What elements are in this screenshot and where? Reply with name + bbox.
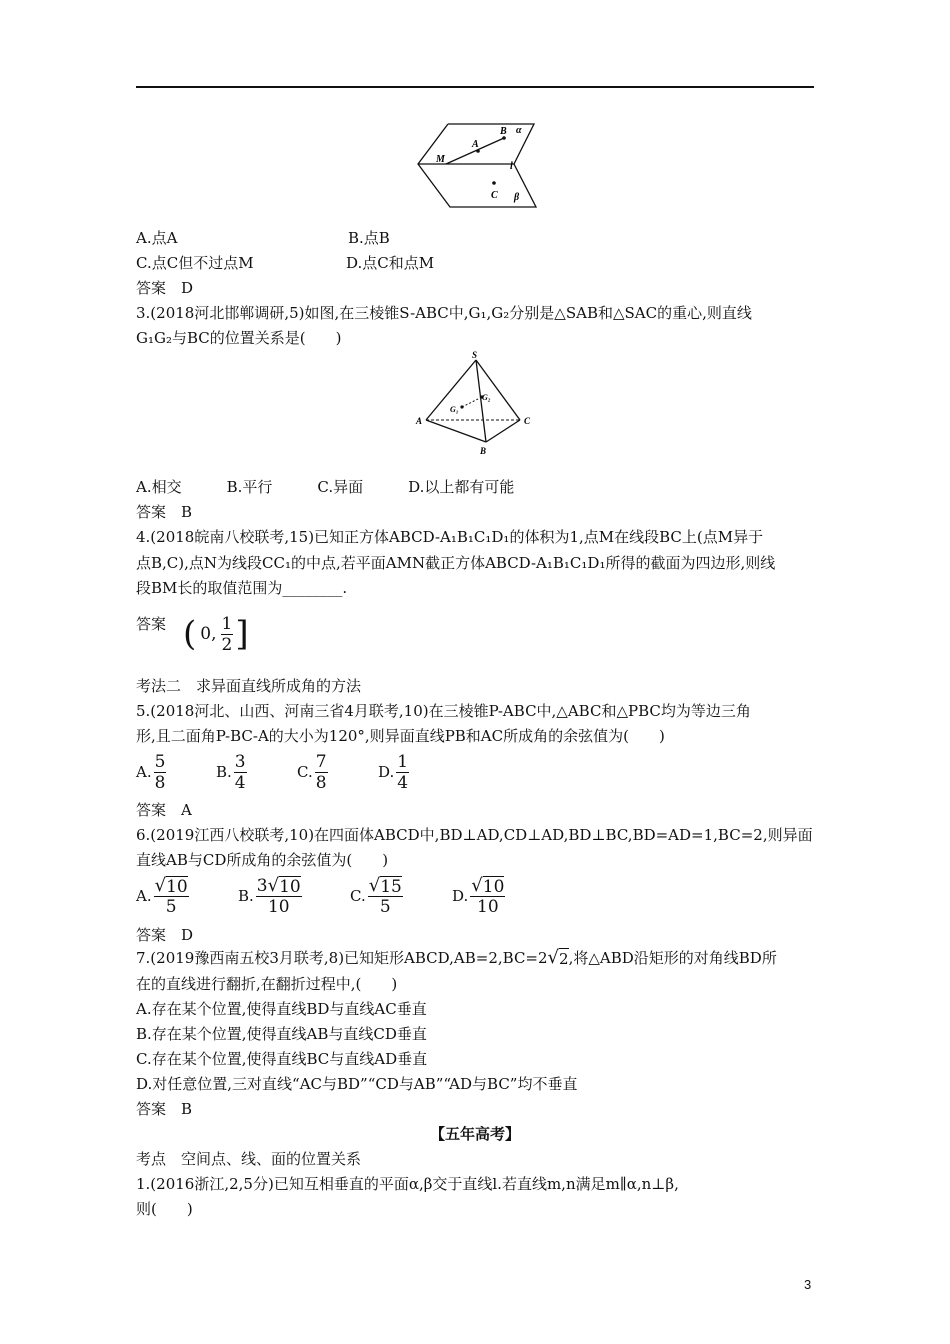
q6-stem-line1: 6.(2019江西八校联考,10)在四面体ABCD中,BD⊥AD,CD⊥AD,BD⊥BC,BD=AD=1,BC=2,则异面 (136, 826, 813, 844)
q7-option-c: C.存在某个位置,使得直线BC与直线AD垂直 (136, 1050, 428, 1068)
option-label: C. (350, 887, 366, 905)
right-bracket: ] (235, 614, 249, 654)
radicand: 10 (482, 876, 505, 897)
label-C: C (491, 190, 498, 201)
label-B: B (480, 446, 487, 456)
q3-options: A.相交 B.平行 C.异面 D.以上都有可能 (136, 478, 515, 496)
label-A: A (416, 416, 423, 426)
denominator: 10 (477, 896, 499, 917)
q1b-stem-line1: 1.(2016浙江,2,5分)已知互相垂直的平面α,β交于直线l.若直线m,n满足m∥α,n⊥β, (136, 1175, 679, 1193)
q2-option-b: B.点B (348, 229, 390, 247)
label-S: S (472, 350, 478, 360)
sqrt-symbol: √ 10 (154, 874, 188, 897)
label-M: M (436, 154, 445, 165)
numerator: 7 (315, 751, 327, 772)
radicand: 10 (279, 876, 301, 897)
numerator: 1 (397, 751, 409, 772)
page-number: 3 (804, 1277, 812, 1292)
numerator: 3 (234, 751, 246, 772)
fraction-numerator: 1 (221, 613, 233, 634)
q5-stem-line1: 5.(2018河北、山西、河南三省4月联考,10)在三棱锥P-ABC中,△ABC和△PBC均为等边三角 (136, 702, 751, 720)
q5-option-a (136, 750, 166, 794)
figure-tetrahedron (414, 350, 540, 460)
five-year-heading: 【五年高考】 (429, 1125, 520, 1143)
numerator (256, 876, 302, 897)
option-fraction (256, 876, 302, 917)
q6-option-a (136, 873, 189, 919)
sqrt-symbol: √ 10 (267, 874, 301, 897)
header-rule (136, 86, 814, 88)
q4-stem-line3: 段BM长的取值范围为________. (136, 579, 348, 597)
q6-answer: 答案 D (136, 926, 194, 944)
q5-answer: 答案 A (136, 801, 192, 819)
q6-option-b (238, 873, 302, 919)
option-label: D. (452, 887, 469, 905)
q4-answer-label: 答案 (136, 615, 167, 633)
option-fraction (315, 752, 328, 793)
option-fraction (396, 752, 409, 793)
option-label: B. (216, 763, 232, 781)
option-label: A. (136, 763, 152, 781)
radicand: 10 (166, 876, 188, 897)
q5-option-b (216, 750, 247, 794)
label-B: B (500, 126, 507, 137)
option-label: D. (378, 763, 395, 781)
q7-stem-line2: 在的直线进行翻折,在翻折过程中,( ) (136, 975, 398, 993)
q7-stem-part2: ,将△ABD沿矩形的对角线BD所 (568, 949, 777, 967)
label-C: C (524, 416, 531, 426)
q5-option-d (378, 750, 409, 794)
kaodian-heading: 考点 空间点、线、面的位置关系 (136, 1150, 362, 1168)
q3-stem-line2: G₁G₂与BC的位置关系是( ) (136, 329, 342, 347)
q7-answer: 答案 B (136, 1100, 193, 1118)
figure-planes (410, 118, 540, 212)
q2-answer: 答案 D (136, 279, 194, 297)
q3-stem-line1: 3.(2018河北邯郸调研,5)如图,在三棱锥S-ABC中,G₁,G₂分别是△SAB和△SAC的重心,则直线 (136, 304, 752, 322)
q5-stem-line2: 形,且二面角P-BC-A的大小为120°,则异面直线PB和AC所成角的余弦值为( ) (136, 727, 665, 745)
sqrt-symbol: √ 15 (368, 874, 402, 897)
q1b-stem-line2: 则( ) (136, 1200, 193, 1218)
sqrt-symbol: √ 2 (547, 947, 569, 968)
interval-fraction (221, 614, 234, 655)
option-fraction (154, 752, 167, 793)
option-label: C. (297, 763, 313, 781)
label-alpha: α (516, 125, 522, 136)
q4-stem-line2: 点B,C),点N为线段CC₁的中点,若平面AMN截正方体ABCD-A₁B₁C₁D₁所得的截面为四边形,则线 (136, 554, 776, 572)
numerator: 5 (154, 751, 166, 772)
denominator: 8 (315, 772, 327, 793)
q7-option-b: B.存在某个位置,使得直线AB与直线CD垂直 (136, 1025, 427, 1043)
q4-answer-interval (183, 608, 249, 660)
section-heading: 考法二 求异面直线所成角的方法 (136, 677, 362, 695)
numerator (154, 876, 189, 897)
label-beta: β (514, 192, 520, 203)
q3-answer: 答案 B (136, 503, 193, 521)
denominator: 4 (397, 772, 409, 793)
q2-option-c: C.点C但不过点M (136, 254, 254, 272)
denominator: 5 (379, 896, 391, 917)
q6-option-d (452, 873, 505, 919)
left-paren: ( (183, 614, 197, 654)
coefficient: 3 (256, 875, 268, 896)
denominator: 8 (154, 772, 166, 793)
sqrt-symbol: √ 10 (471, 874, 505, 897)
denominator: 5 (165, 896, 177, 917)
q2-option-d: D.点C和点M (346, 254, 435, 272)
label-l: l (510, 161, 513, 172)
option-fraction (368, 876, 403, 917)
option-label: B. (238, 887, 254, 905)
interval-zero: 0, (200, 624, 217, 644)
q6-option-c (350, 873, 403, 919)
fraction-denominator: 2 (221, 634, 233, 655)
q2-option-a: A.点A (136, 229, 178, 247)
option-label: A. (136, 887, 152, 905)
radicand: 15 (380, 876, 402, 897)
label-G1: G₁ (450, 405, 459, 414)
numerator (368, 876, 403, 897)
option-fraction (154, 876, 189, 917)
q7-stem-part1: 7.(2019豫西南五校3月联考,8)已知矩形ABCD,AB=2,BC=2 (136, 949, 548, 967)
option-fraction (234, 752, 247, 793)
q7-option-d: D.对任意位置,三对直线“AC与BD”“CD与AB”“AD与BC”均不垂直 (136, 1075, 578, 1093)
option-fraction (470, 876, 505, 917)
denominator: 10 (267, 896, 290, 917)
q4-stem-line1: 4.(2018皖南八校联考,15)已知正方体ABCD-A₁B₁C₁D₁的体积为1,点M在线段BC上(点M异于 (136, 528, 764, 546)
radicand: 2 (559, 950, 569, 968)
q7-option-a: A.存在某个位置,使得直线BD与直线AC垂直 (136, 1000, 427, 1018)
denominator: 4 (234, 772, 246, 793)
q5-option-c (297, 750, 328, 794)
label-G2: G₂ (482, 393, 491, 402)
q6-stem-line2: 直线AB与CD所成角的余弦值为( ) (136, 851, 389, 869)
numerator (470, 876, 505, 897)
q7-stem-line1 (136, 948, 777, 968)
label-A: A (472, 139, 479, 150)
